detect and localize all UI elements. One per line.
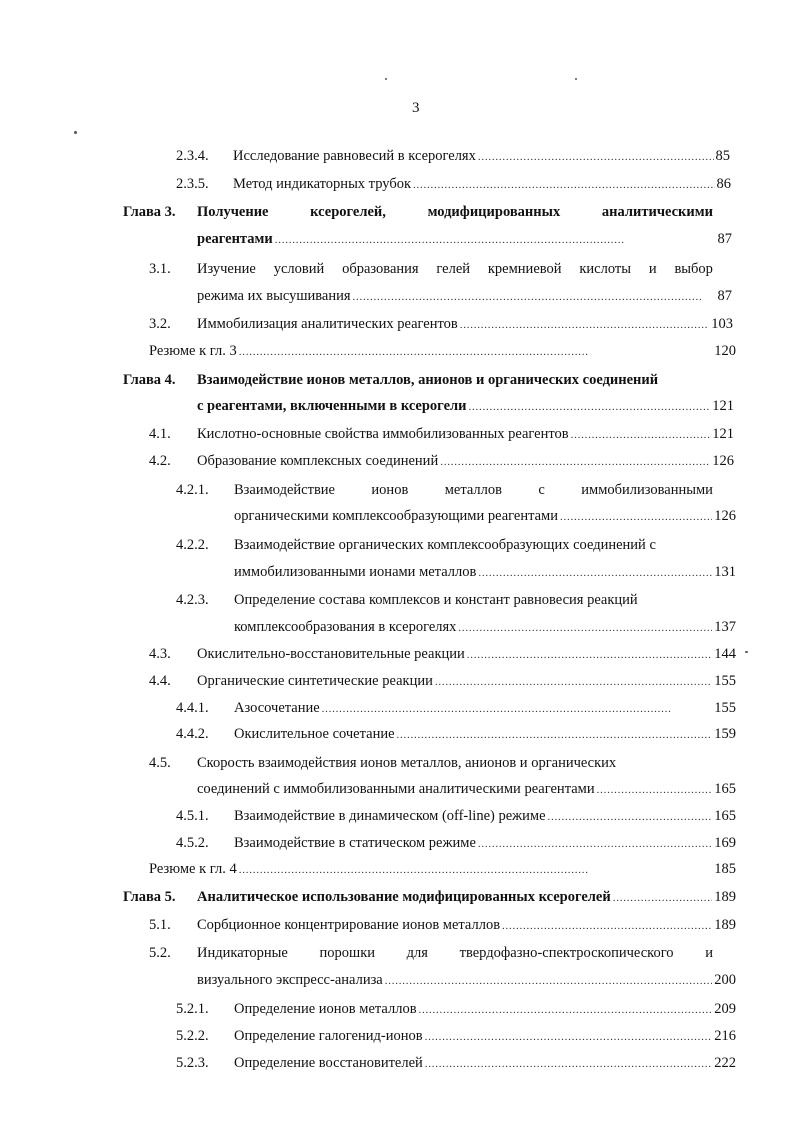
toc-line xyxy=(234,726,736,743)
dot-leader xyxy=(478,564,712,581)
section-title-line2: комплексообразования в ксерогелях xyxy=(234,619,457,635)
chapter-number: Глава 3. xyxy=(123,204,176,220)
section-title: Метод индикаторных трубок xyxy=(233,176,411,192)
title-word: условий xyxy=(273,261,325,277)
summary-title: Резюме к гл. 3 xyxy=(149,343,237,359)
section-number: 4.4.2. xyxy=(176,726,209,742)
title-word: модифицированных xyxy=(427,204,561,220)
chapter-title-line1 xyxy=(197,204,713,221)
page-ref: 87 xyxy=(717,231,732,247)
dot-leader xyxy=(467,646,712,663)
dot-leader xyxy=(425,1055,712,1072)
section-title: Кислотно-основные свойства иммобилизованных реагентов xyxy=(197,426,569,442)
dot-leader xyxy=(478,835,712,852)
section-number: 4.2.3. xyxy=(176,592,209,608)
page-ref: 185 xyxy=(714,861,736,877)
toc-line xyxy=(197,398,734,415)
section-number: 2.3.4. xyxy=(176,148,209,164)
title-word: кислоты xyxy=(579,261,631,277)
section-title: Образование комплексных соединений xyxy=(197,453,439,469)
section-title-line1 xyxy=(197,261,713,278)
toc-line xyxy=(233,148,730,165)
dot-leader xyxy=(385,972,713,989)
dot-leader xyxy=(440,453,710,470)
section-number: 5.2.3. xyxy=(176,1055,209,1071)
page-ref: 137 xyxy=(714,619,736,635)
section-title: Окислительно-восстановительные реакции xyxy=(197,646,465,662)
dot-leader xyxy=(239,861,713,878)
title-word: кремниевой xyxy=(487,261,562,277)
page-ref: 155 xyxy=(714,673,736,689)
toc-line xyxy=(234,508,736,525)
section-number: 4.5. xyxy=(149,755,171,771)
page-ref: 155 xyxy=(714,700,736,716)
title-word: и xyxy=(648,261,657,277)
chapter-title-line1: Взаимодействие ионов металлов, анионов и органических соединений xyxy=(197,372,659,388)
scan-speck xyxy=(745,651,748,653)
dot-leader xyxy=(458,619,712,636)
scan-speck xyxy=(74,131,77,134)
title-word: порошки xyxy=(319,945,375,961)
dot-leader xyxy=(239,343,713,360)
chapter-title-line2: реагентами xyxy=(197,231,273,247)
toc-line xyxy=(234,1028,736,1045)
chapter-number: Глава 4. xyxy=(123,372,176,388)
section-number: 4.5.1. xyxy=(176,808,209,824)
toc-line xyxy=(149,343,736,360)
toc-line xyxy=(234,1055,736,1072)
page-ref: 216 xyxy=(714,1028,736,1044)
title-word: гелей xyxy=(436,261,471,277)
section-title: Органические синтетические реакции xyxy=(197,673,433,689)
dot-leader xyxy=(413,176,715,193)
section-title: Определение восстановителей xyxy=(234,1055,423,1071)
section-title: Иммобилизация аналитических реагентов xyxy=(197,316,458,332)
page-ref: 189 xyxy=(714,917,736,933)
title-word: для xyxy=(406,945,428,961)
title-word: металлов xyxy=(444,482,502,498)
section-number: 4.3. xyxy=(149,646,171,662)
page-number: 3 xyxy=(412,100,420,116)
section-title: Взаимодействие в динамическом (off-line) режиме xyxy=(234,808,546,824)
section-number: 5.2.2. xyxy=(176,1028,209,1044)
page-ref: 86 xyxy=(716,176,731,192)
chapter-number: Глава 5. xyxy=(123,889,176,905)
title-word: ионов xyxy=(371,482,409,498)
section-number: 4.2.2. xyxy=(176,537,209,553)
section-number: 4.4.1. xyxy=(176,700,209,716)
toc-line xyxy=(234,1001,736,1018)
toc-line xyxy=(233,176,731,193)
page-ref: 85 xyxy=(715,148,730,164)
dot-leader xyxy=(435,673,712,690)
toc-line xyxy=(234,564,736,581)
section-number: 5.1. xyxy=(149,917,171,933)
dot-leader xyxy=(597,781,713,798)
scan-speck xyxy=(385,78,387,80)
dot-leader xyxy=(478,148,714,165)
title-word: образования xyxy=(342,261,419,277)
dot-leader xyxy=(419,1001,713,1018)
section-title: Взаимодействие в статическом режиме xyxy=(234,835,476,851)
dot-leader xyxy=(560,508,712,525)
section-title-line1: Скорость взаимодействия ионов металлов, анионов и органических xyxy=(197,755,617,771)
dot-leader xyxy=(425,1028,713,1045)
summary-title: Резюме к гл. 4 xyxy=(149,861,237,877)
section-title-line2: иммобилизованными ионами металлов xyxy=(234,564,477,580)
toc-line xyxy=(197,316,733,333)
dot-leader xyxy=(571,426,711,443)
dot-leader xyxy=(322,700,713,717)
toc-line xyxy=(197,673,736,690)
toc-line xyxy=(197,889,736,906)
toc-line xyxy=(197,288,732,305)
title-word: твердофазно-спектроскопического xyxy=(459,945,674,961)
title-word: и xyxy=(705,945,713,961)
page-ref: 165 xyxy=(714,808,736,824)
section-number: 3.2. xyxy=(149,316,171,332)
section-number: 4.4. xyxy=(149,673,171,689)
dot-leader xyxy=(469,398,711,415)
toc-line xyxy=(197,453,734,470)
dot-leader xyxy=(275,231,716,248)
toc-line xyxy=(234,808,736,825)
dot-leader xyxy=(613,889,713,906)
page-ref: 131 xyxy=(714,564,736,580)
toc-line xyxy=(197,972,736,989)
title-word: аналитическими xyxy=(601,204,713,220)
section-title-line1: Определение состава комплексов и констант равновесия реакций xyxy=(234,592,638,608)
section-title: Сорбционное концентрирование ионов металлов xyxy=(197,917,501,933)
section-title: Определение галогенид-ионов xyxy=(234,1028,423,1044)
title-word: Индикаторные xyxy=(197,945,288,961)
dot-leader xyxy=(502,917,712,934)
page-ref: 144 xyxy=(714,646,736,662)
chapter-title-line2: с реагентами, включенными в ксерогели xyxy=(197,398,467,414)
page-ref: 87 xyxy=(717,288,732,304)
toc-line xyxy=(197,646,736,663)
section-number: 4.5.2. xyxy=(176,835,209,851)
section-title-line1 xyxy=(197,945,713,962)
page-ref: 126 xyxy=(712,453,734,469)
toc-line xyxy=(197,426,734,443)
section-title-line1 xyxy=(234,482,713,499)
toc-line xyxy=(197,781,736,798)
section-title-line2: режима их высушивания xyxy=(197,288,351,304)
page-ref: 159 xyxy=(714,726,736,742)
section-number: 5.2. xyxy=(149,945,171,961)
page-ref: 169 xyxy=(714,835,736,851)
dot-leader xyxy=(353,288,716,305)
section-title-line2: визуального экспресс-анализа xyxy=(197,972,383,988)
page-ref: 222 xyxy=(714,1055,736,1071)
title-word: иммобилизованными xyxy=(581,482,713,498)
scan-speck xyxy=(575,78,577,80)
dot-leader xyxy=(460,316,710,333)
section-number: 4.2.1. xyxy=(176,482,209,498)
section-title: Исследование равновесий в ксерогелях xyxy=(233,148,476,164)
section-number: 3.1. xyxy=(149,261,171,277)
section-number: 5.2.1. xyxy=(176,1001,209,1017)
toc-line xyxy=(197,917,736,934)
section-title-line1: Взаимодействие органических комплексообразующих соединений с xyxy=(234,537,656,553)
page-ref: 121 xyxy=(712,398,734,414)
section-title-line2: органическими комплексообразующими реагентами xyxy=(234,508,558,524)
toc-line xyxy=(234,619,736,636)
section-title-line2: соединений с иммобилизованными аналитическими реагентами xyxy=(197,781,595,797)
page-ref: 103 xyxy=(711,316,733,332)
section-number: 4.1. xyxy=(149,426,171,442)
page-ref: 126 xyxy=(714,508,736,524)
section-number: 4.2. xyxy=(149,453,171,469)
chapter-title: Аналитическое использование модифицированных ксерогелей xyxy=(197,889,611,905)
section-title: Окислительное сочетание xyxy=(234,726,395,742)
toc-line xyxy=(197,231,732,248)
section-title: Определение ионов металлов xyxy=(234,1001,417,1017)
dot-leader xyxy=(548,808,713,825)
section-title: Азосочетание xyxy=(234,700,320,716)
page-ref: 120 xyxy=(714,343,736,359)
toc-line xyxy=(234,700,736,717)
toc-line xyxy=(234,835,736,852)
title-word: выбор xyxy=(674,261,713,277)
dot-leader xyxy=(397,726,713,743)
page-ref: 189 xyxy=(714,889,736,905)
section-number: 2.3.5. xyxy=(176,176,209,192)
title-word: с xyxy=(538,482,545,498)
page-ref: 121 xyxy=(712,426,734,442)
page-ref: 209 xyxy=(714,1001,736,1017)
title-word: Взаимодействие xyxy=(234,482,335,498)
toc-line xyxy=(149,861,736,878)
page-ref: 200 xyxy=(714,972,736,988)
page-ref: 165 xyxy=(714,781,736,797)
title-word: Изучение xyxy=(197,261,256,277)
title-word: Получение xyxy=(197,204,269,220)
title-word: ксерогелей, xyxy=(310,204,386,220)
